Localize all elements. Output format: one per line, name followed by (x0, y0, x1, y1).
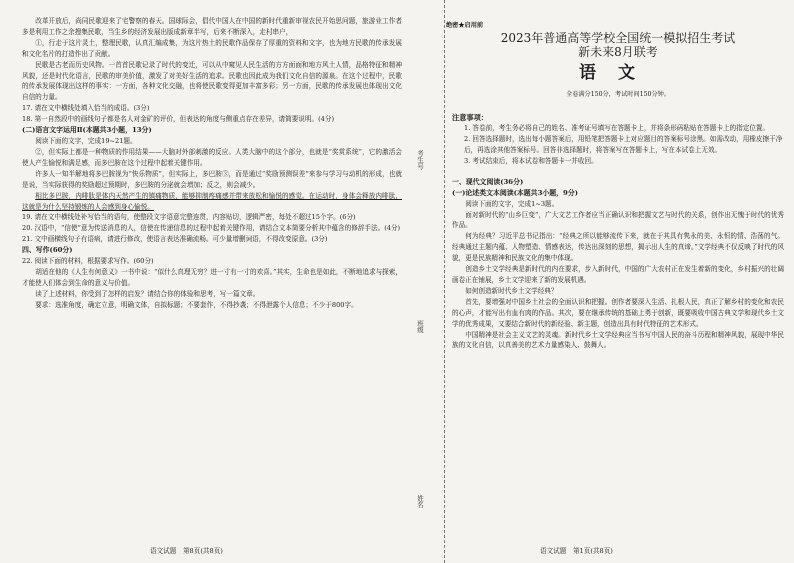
passage2-paragraph-2: 许多人一知半解地将多巴胺视为“快乐物质”，但实际上，多巴胺③，而是通过“奖励预测误差”来参与学习与动机的形成，也就是说，当实际获得的奖励超过预期时，多巴胺的分泌就会增加；反之，则会减少。 (22, 169, 402, 189)
subject-heading: 语文 (579, 63, 657, 83)
section-language-use-2: (二)语言文字运用Ⅱ(本题共3小题，13分) (22, 126, 152, 135)
notice-heading: 注意事项： (452, 113, 488, 122)
exam-subtitle: 新未来8月联考 (578, 45, 658, 59)
passage-paragraph-4: 如何创造新时代乡土文学经典？ (465, 286, 558, 295)
left-paragraph-3: 民歌是古老而历史风物。一首首民歌记录了时代的变迁，可以从中窥见人民生活的方方面面和地方风土人情，品格特征和精神风貌，还是时代化语言，民歌的审美价值，激发了对美好生活的追求。民歌也因此成为我们文化自信的源泉。在这个过程中，民歌的传承发展体现出这样的事实：一方面，各种文化交融，也将使民歌变得更加丰富多彩；另一方面，民歌的传承发展也体现出文化自信的力量。 (22, 60, 402, 102)
exam-title: 2023年普通高等学校全国统一模拟招生考试 (500, 31, 736, 45)
intro-1-3: 阅读下面的文字，完成1~3题。 (465, 199, 559, 208)
left-page-content (22, 16, 402, 311)
question-18: 18. 第一自然段中的画线句子都是名人对金矿的评价，但表达的角度与侧重点存在差异，请简要说明。(4分) (22, 115, 335, 124)
right-page-content (446, 20, 784, 351)
passage2-paragraph-3: 相比多巴胺，内啡肽是体内天然产生的镇痛物质，能够抑制疼痛感并带来放松和愉悦的感觉。在运动时，身体会释放内啡肽，这就是为什么坚持锻炼的人会感到身心愉悦。 (22, 191, 402, 211)
binding-strip (410, 0, 445, 563)
intro-19-21: 阅读下面的文字，完成19~21题。 (35, 137, 137, 146)
right-page-footer: 语文试题 第1页(共8页) (540, 547, 613, 555)
question-22: 22. 阅读下面的材料，根据要求写作。(60分) (22, 257, 154, 266)
writing-prompt: 读了上述材料，你受到了怎样的启发？请结合你的体验和思考，写一篇文章。 (35, 289, 260, 298)
left-page-footer: 语文试题 第8页(共8页) (150, 547, 223, 555)
question-19: 19. 请在文中横线处补写恰当的语句，使整段文字语意完整连贯，内容贴切，逻辑严密，每处不超过15个字。(6分) (22, 213, 356, 222)
binding-label-exam-number: 考生号 (416, 150, 424, 170)
secret-tag: 绝密★启用前 (446, 22, 484, 29)
notice-item: 2. 回答选择题时，选出每小题答案后，用铅笔把答题卡上对应题目的答案标号涂黑。如需改动，用橡皮擦干净后，再选涂其他答案标号。回答非选择题时，将答案写在答题卡上，写在本试卷上无效。 (464, 134, 783, 154)
binding-label-class: 班级 (416, 320, 424, 333)
notice-item: 3. 考试结束后，将本试卷和答题卡一并收回。 (464, 156, 598, 165)
score-note: 全卷满分150分，考试时间150分钟。 (565, 91, 671, 98)
section-writing: 四、写作(60分) (22, 246, 73, 255)
left-paragraph-2: ①，行走于这片灵土，整理民歌，认真汇编成集，为这片热土的民歌作品保存了厚重的资料和文字，也为地方民歌的传承发展和文化名片的打造作出了贡献。 (22, 38, 402, 58)
left-paragraph-1: 改革开放后，尚同民歌迎来了宅警察的春天。国球际会，倡代中国人在中国的新时代重新审视农民开始思问题，旅游业工作者多是利用工作之余搜集民歌，当生乡的经济发展出版成新章半写，后来不断深入，走村串户， (22, 17, 402, 36)
question-20: 20. 汉语中，“信使”意为传送消息的人，信使在传递信息的过程中起着关键作用，请结合文本简要分析其中蕴含的修辞手法。(4分) (22, 224, 401, 233)
passage-paragraph-1: 面对新时代的“山乡巨变”，广大文艺工作者应当正确认识和把握文艺与时代的关系，创作出无愧于时代的优秀作品。 (452, 210, 784, 230)
subsection-argument-reading: (一)论述类文本阅读(本题共3小题，9分) (452, 188, 578, 197)
passage-paragraph-2: 何为经典？习近平总书记指出：“经典之所以能够流传下来，就在于其具有隽永的美、永恒的情、浩荡的气。经典通过主题内蕴、人物塑造、情感表达，传达出深刻的思想，揭示出人生的真谛。”文学经典不仅反映了时代的风貌，更是民族精神和民族文化的集中体现。 (452, 232, 784, 263)
passage2-paragraph-1: ②，但实际上都是一种物质的作用结果——大脑对外部刺激的反应。人类大脑中的这个部分，也就是“奖赏系统”，它的激活会使人产生愉悦和满足感，而多巴胺在这个过程中起着关键作用。 (22, 147, 402, 167)
question-21: 21. 文中画横线句子有语病，请进行修改，使语言表达准确流畅。可少量增删词语，不得改变原意。(3分) (22, 235, 328, 244)
right-page (410, 0, 794, 563)
passage-paragraph-6: 中国精神是社会主义文艺的灵魂。新时代乡土文学经典应当书写中国人民的奋斗历程和精神风貌，展现中华民族的文化自信，以真善美的艺术力量感染人、鼓舞人。 (452, 330, 784, 350)
passage-paragraph-3: 创造乡土文学经典是新时代的内在要求，步入新时代，中国的广大农村正在发生着新的变化，乡村振兴的壮阔画卷正在铺展，乡土文学迎来了新的发展机遇。 (452, 265, 784, 284)
notice-item: 1. 答卷前，考生务必将自己的姓名、准考证号填写在答题卡上，并将条形码粘贴在答题卡上的指定位置。 (464, 124, 770, 132)
writing-material: 胡适在他的《人生有何意义》一书中说：“似什么真理无穷？进一寸有一寸的欢喜。”其实，生命也是如此，不断地追求与探索，才能使人们体会到生命的意义与价值。 (22, 268, 402, 287)
question-17: 17. 请在文中横线处填入恰当的成语。(3分) (22, 104, 150, 113)
binding-label-name: 姓名 (416, 495, 424, 508)
writing-requirements: 要求：选准角度，确定立意，明确文体，自拟标题；不要套作，不得抄袭；不得泄露个人信息；不少于800字。 (35, 300, 358, 309)
passage-paragraph-5: 首先，要增强对中国乡土社会的全面认识和把握。创作者要深入生活、扎根人民，真正了解乡村的变化和农民的心声，才能写出有血有肉的作品。其次，要在继承传统的基础上勇于创新，既要吸收中国古典文学和现代乡土文学的优秀成果，又要结合新时代的新经验、新主题，创造出具有时代特征的艺术形式。 (452, 297, 784, 328)
section-reading: 一、现代文阅读(36分) (452, 177, 524, 186)
